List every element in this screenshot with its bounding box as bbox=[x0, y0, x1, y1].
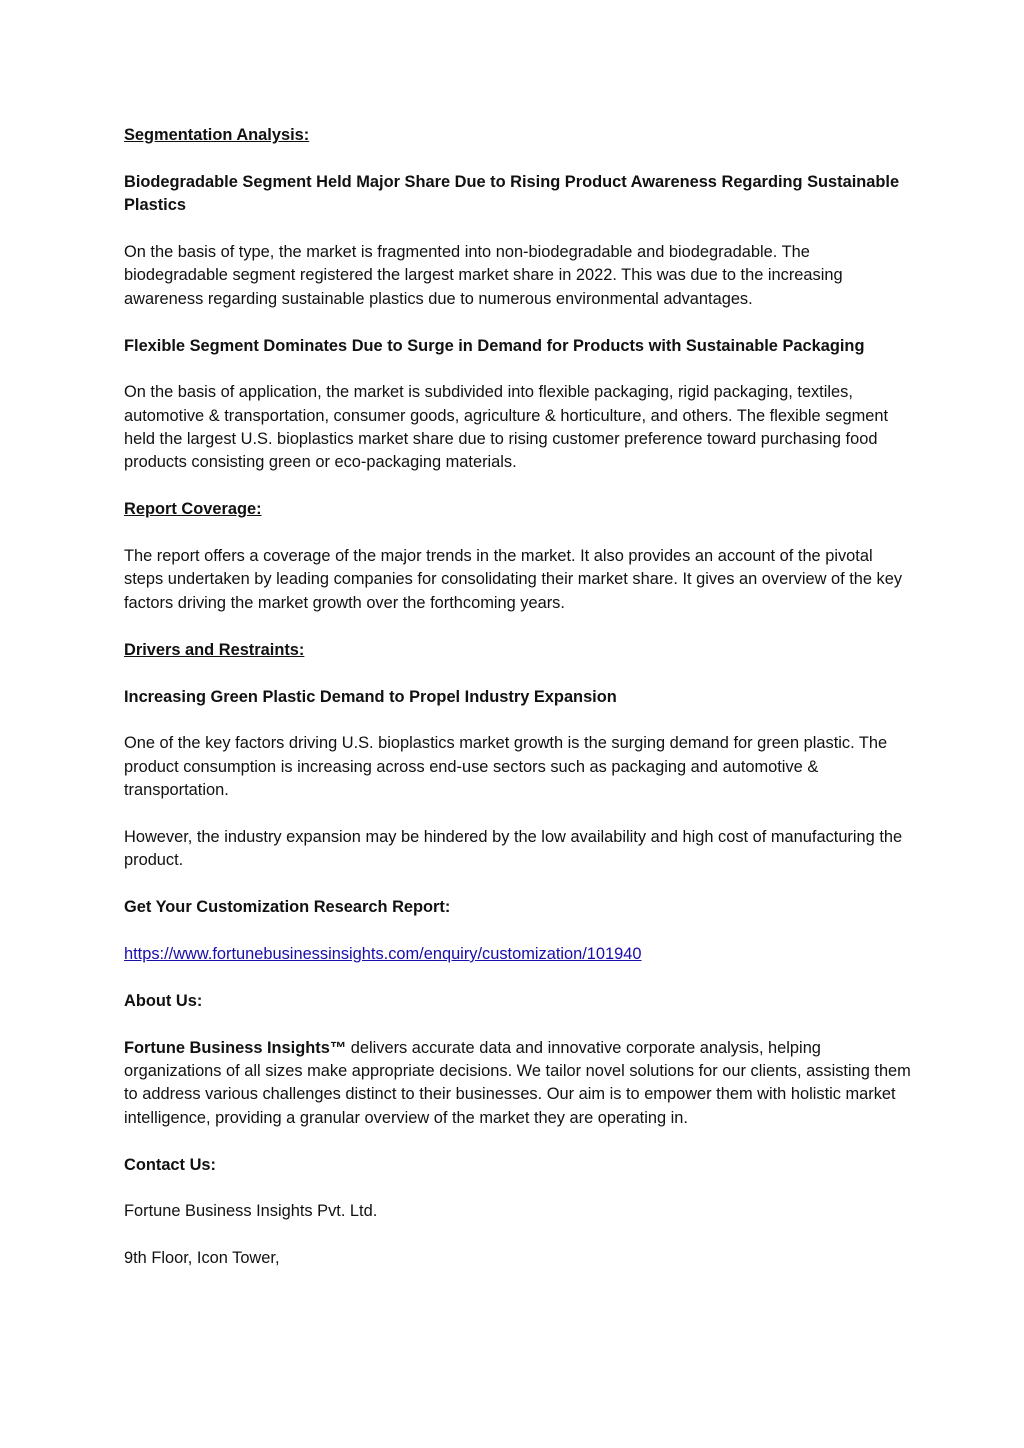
restraints-paragraph: However, the industry expansion may be hindered by the low availability and high cost of manufacturing the product. bbox=[124, 827, 903, 870]
biodegradable-paragraph: On the basis of type, the market is fragmented into non-biodegradable and biodegradable. The biodegradable segment registered the largest market share in 2022. This was due to the increasing awareness regarding sustainable plastics due to numerous environmental advantages. bbox=[124, 243, 843, 308]
drivers-heading: Drivers and Restraints: bbox=[124, 640, 305, 659]
segmentation-heading: Segmentation Analysis: bbox=[124, 126, 310, 144]
contact-address: 9th Floor, Icon Tower, bbox=[124, 1249, 280, 1268]
report-coverage-heading: Report Coverage: bbox=[124, 500, 262, 519]
biodegradable-subheading: Biodegradable Segment Held Major Share Due to Rising Product Awareness Regarding Sustainable Plastics bbox=[124, 172, 900, 215]
contact-company: Fortune Business Insights Pvt. Ltd. bbox=[124, 1202, 378, 1221]
contact-heading: Contact Us: bbox=[124, 1155, 216, 1174]
flexible-subheading: Flexible Segment Dominates Due to Surge in Demand for Products with Sustainable Packaging bbox=[124, 336, 865, 355]
customization-link-row bbox=[124, 943, 914, 966]
about-text: delivers accurate data and innovative corporate analysis, helping organizations of all sizes make appropriate decisions. We tailor novel solutions for our clients, assisting them to address various challenges distinct to their businesses. Our aim is to empower them with holistic market intelligence, providing a granular overview of the market they are operating in. bbox=[124, 1038, 911, 1127]
document-page bbox=[124, 124, 914, 1294]
flexible-paragraph: On the basis of application, the market is subdivided into flexible packaging, rigid packaging, textiles, automotive & transportation, consumer goods, agriculture & horticulture, and others. The flexible segment held the largest U.S. bioplastics market share due to rising customer preference toward purchasing food products consisting green or eco-packaging materials. bbox=[124, 383, 889, 472]
about-heading: About Us: bbox=[124, 991, 203, 1010]
brand-name: Fortune Business Insights™ bbox=[124, 1038, 347, 1057]
customization-link[interactable]: https://www.fortunebusinessinsights.com/enquiry/customization/101940 bbox=[124, 944, 642, 963]
about-paragraph bbox=[124, 1037, 914, 1130]
report-coverage-paragraph: The report offers a coverage of the major trends in the market. It also provides an account of the pivotal steps undertaken by leading companies for consolidating their market share. It gives an overview of the key factors driving the market growth over the forthcoming years. bbox=[124, 547, 903, 612]
green-plastic-subheading: Increasing Green Plastic Demand to Propel Industry Expansion bbox=[124, 687, 617, 706]
customization-heading: Get Your Customization Research Report: bbox=[124, 898, 451, 917]
drivers-paragraph: One of the key factors driving U.S. bioplastics market growth is the surging demand for green plastic. The product consumption is increasing across end-use sectors such as packaging and automotive & transportation. bbox=[124, 734, 888, 799]
